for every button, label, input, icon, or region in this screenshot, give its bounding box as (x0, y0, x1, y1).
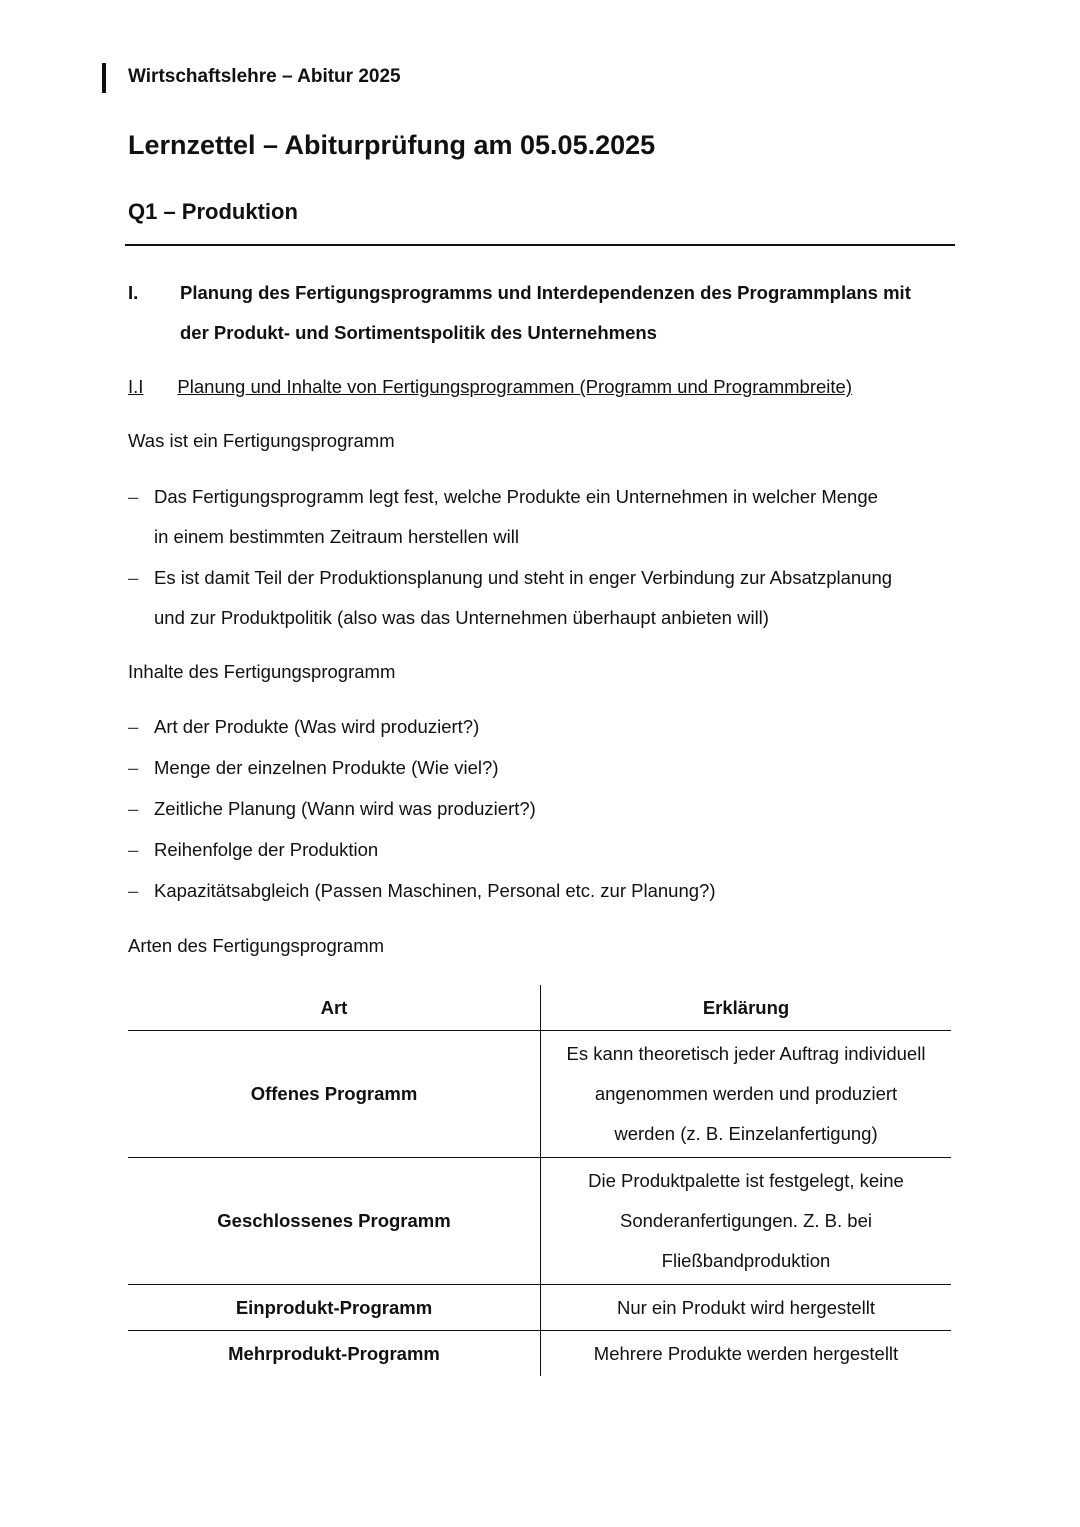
content-heading: Inhalte des Fertigungsprogramm (128, 661, 396, 682)
content-bullet: Zeitliche Planung (Wann wird was produziert?) (154, 798, 536, 819)
table-row (128, 1158, 951, 1285)
bullet-dash: – (128, 839, 139, 860)
type-cell: Offenes Programm (128, 1031, 541, 1158)
column-header-erklaerung: Erklärung (702, 996, 790, 1018)
bullet-dash: – (128, 798, 139, 819)
table-row (128, 1331, 951, 1377)
explanation-line: Die Produktpalette ist festgelegt, keine (588, 1170, 904, 1191)
bullet-dash: – (128, 486, 139, 507)
table-header-row (128, 985, 951, 1031)
subsection-number: I.I (128, 376, 144, 397)
explanation-line: werden (z. B. Einzelanfertigung) (614, 1123, 878, 1144)
bullet-dash: – (128, 567, 139, 588)
bullet-dash: – (128, 880, 139, 901)
explanation-line: Sonderanfertigungen. Z. B. bei (620, 1210, 872, 1231)
explanation-cell: Nur ein Produkt wird hergestellt (541, 1285, 952, 1331)
table-row (128, 1285, 951, 1331)
type-cell: Mehrprodukt-Programm (128, 1331, 541, 1377)
chapter-title: Q1 – Produktion (128, 199, 298, 224)
explanation-cell (541, 1158, 952, 1285)
type-cell: Geschlossenes Programm (128, 1158, 541, 1285)
bullet-dash: – (128, 757, 139, 778)
page-title: Lernzettel – Abiturprüfung am 05.05.2025 (128, 130, 656, 160)
program-types-table (128, 985, 951, 1376)
subsection-title: Planung und Inhalte von Fertigungsprogrammen (Programm und Programmbreite) (177, 376, 852, 397)
bullet-line: Es ist damit Teil der Produktionsplanung und steht in enger Verbindung zur Absatzplanung (154, 567, 893, 588)
explanation-line: Fließbandproduktion (661, 1250, 831, 1271)
what-heading: Was ist ein Fertigungsprogramm (128, 430, 395, 451)
explanation-cell (541, 1031, 952, 1158)
content-bullet: Menge der einzelnen Produkte (Wie viel?) (154, 757, 499, 778)
column-header-art: Art (128, 985, 541, 1031)
bullet-dash: – (128, 716, 139, 737)
explanation-line: angenommen werden und produziert (594, 1083, 898, 1104)
header-margin-bar (102, 63, 106, 93)
content-bullet: Reihenfolge der Produktion (154, 839, 379, 860)
section-number: I. (128, 282, 139, 303)
types-heading: Arten des Fertigungsprogramm (128, 935, 385, 956)
section-title-line: der Produkt- und Sortimentspolitik des Unternehmens (180, 322, 657, 343)
table-row (128, 1031, 951, 1158)
section-title-line: Planung des Fertigungsprogramms und Interdependenzen des Programmplans mit (180, 282, 911, 303)
bullet-line: in einem bestimmten Zeitraum herstellen will (154, 526, 519, 547)
bullet-line: Das Fertigungsprogramm legt fest, welche Produkte ein Unternehmen in welcher Menge (154, 486, 878, 507)
bullet-line: und zur Produktpolitik (also was das Unternehmen überhaupt anbieten will) (154, 607, 769, 628)
type-cell: Einprodukt-Programm (128, 1285, 541, 1331)
subsection-heading (128, 376, 906, 398)
content-bullet: Kapazitätsabgleich (Passen Maschinen, Personal etc. zur Planung?) (154, 880, 716, 901)
content-bullet: Art der Produkte (Was wird produziert?) (154, 716, 480, 737)
explanation-cell: Mehrere Produkte werden hergestellt (541, 1331, 952, 1377)
document-header: Wirtschaftslehre – Abitur 2025 (128, 66, 401, 87)
explanation-line: Es kann theoretisch jeder Auftrag individuell (566, 1043, 926, 1064)
divider (125, 244, 955, 246)
